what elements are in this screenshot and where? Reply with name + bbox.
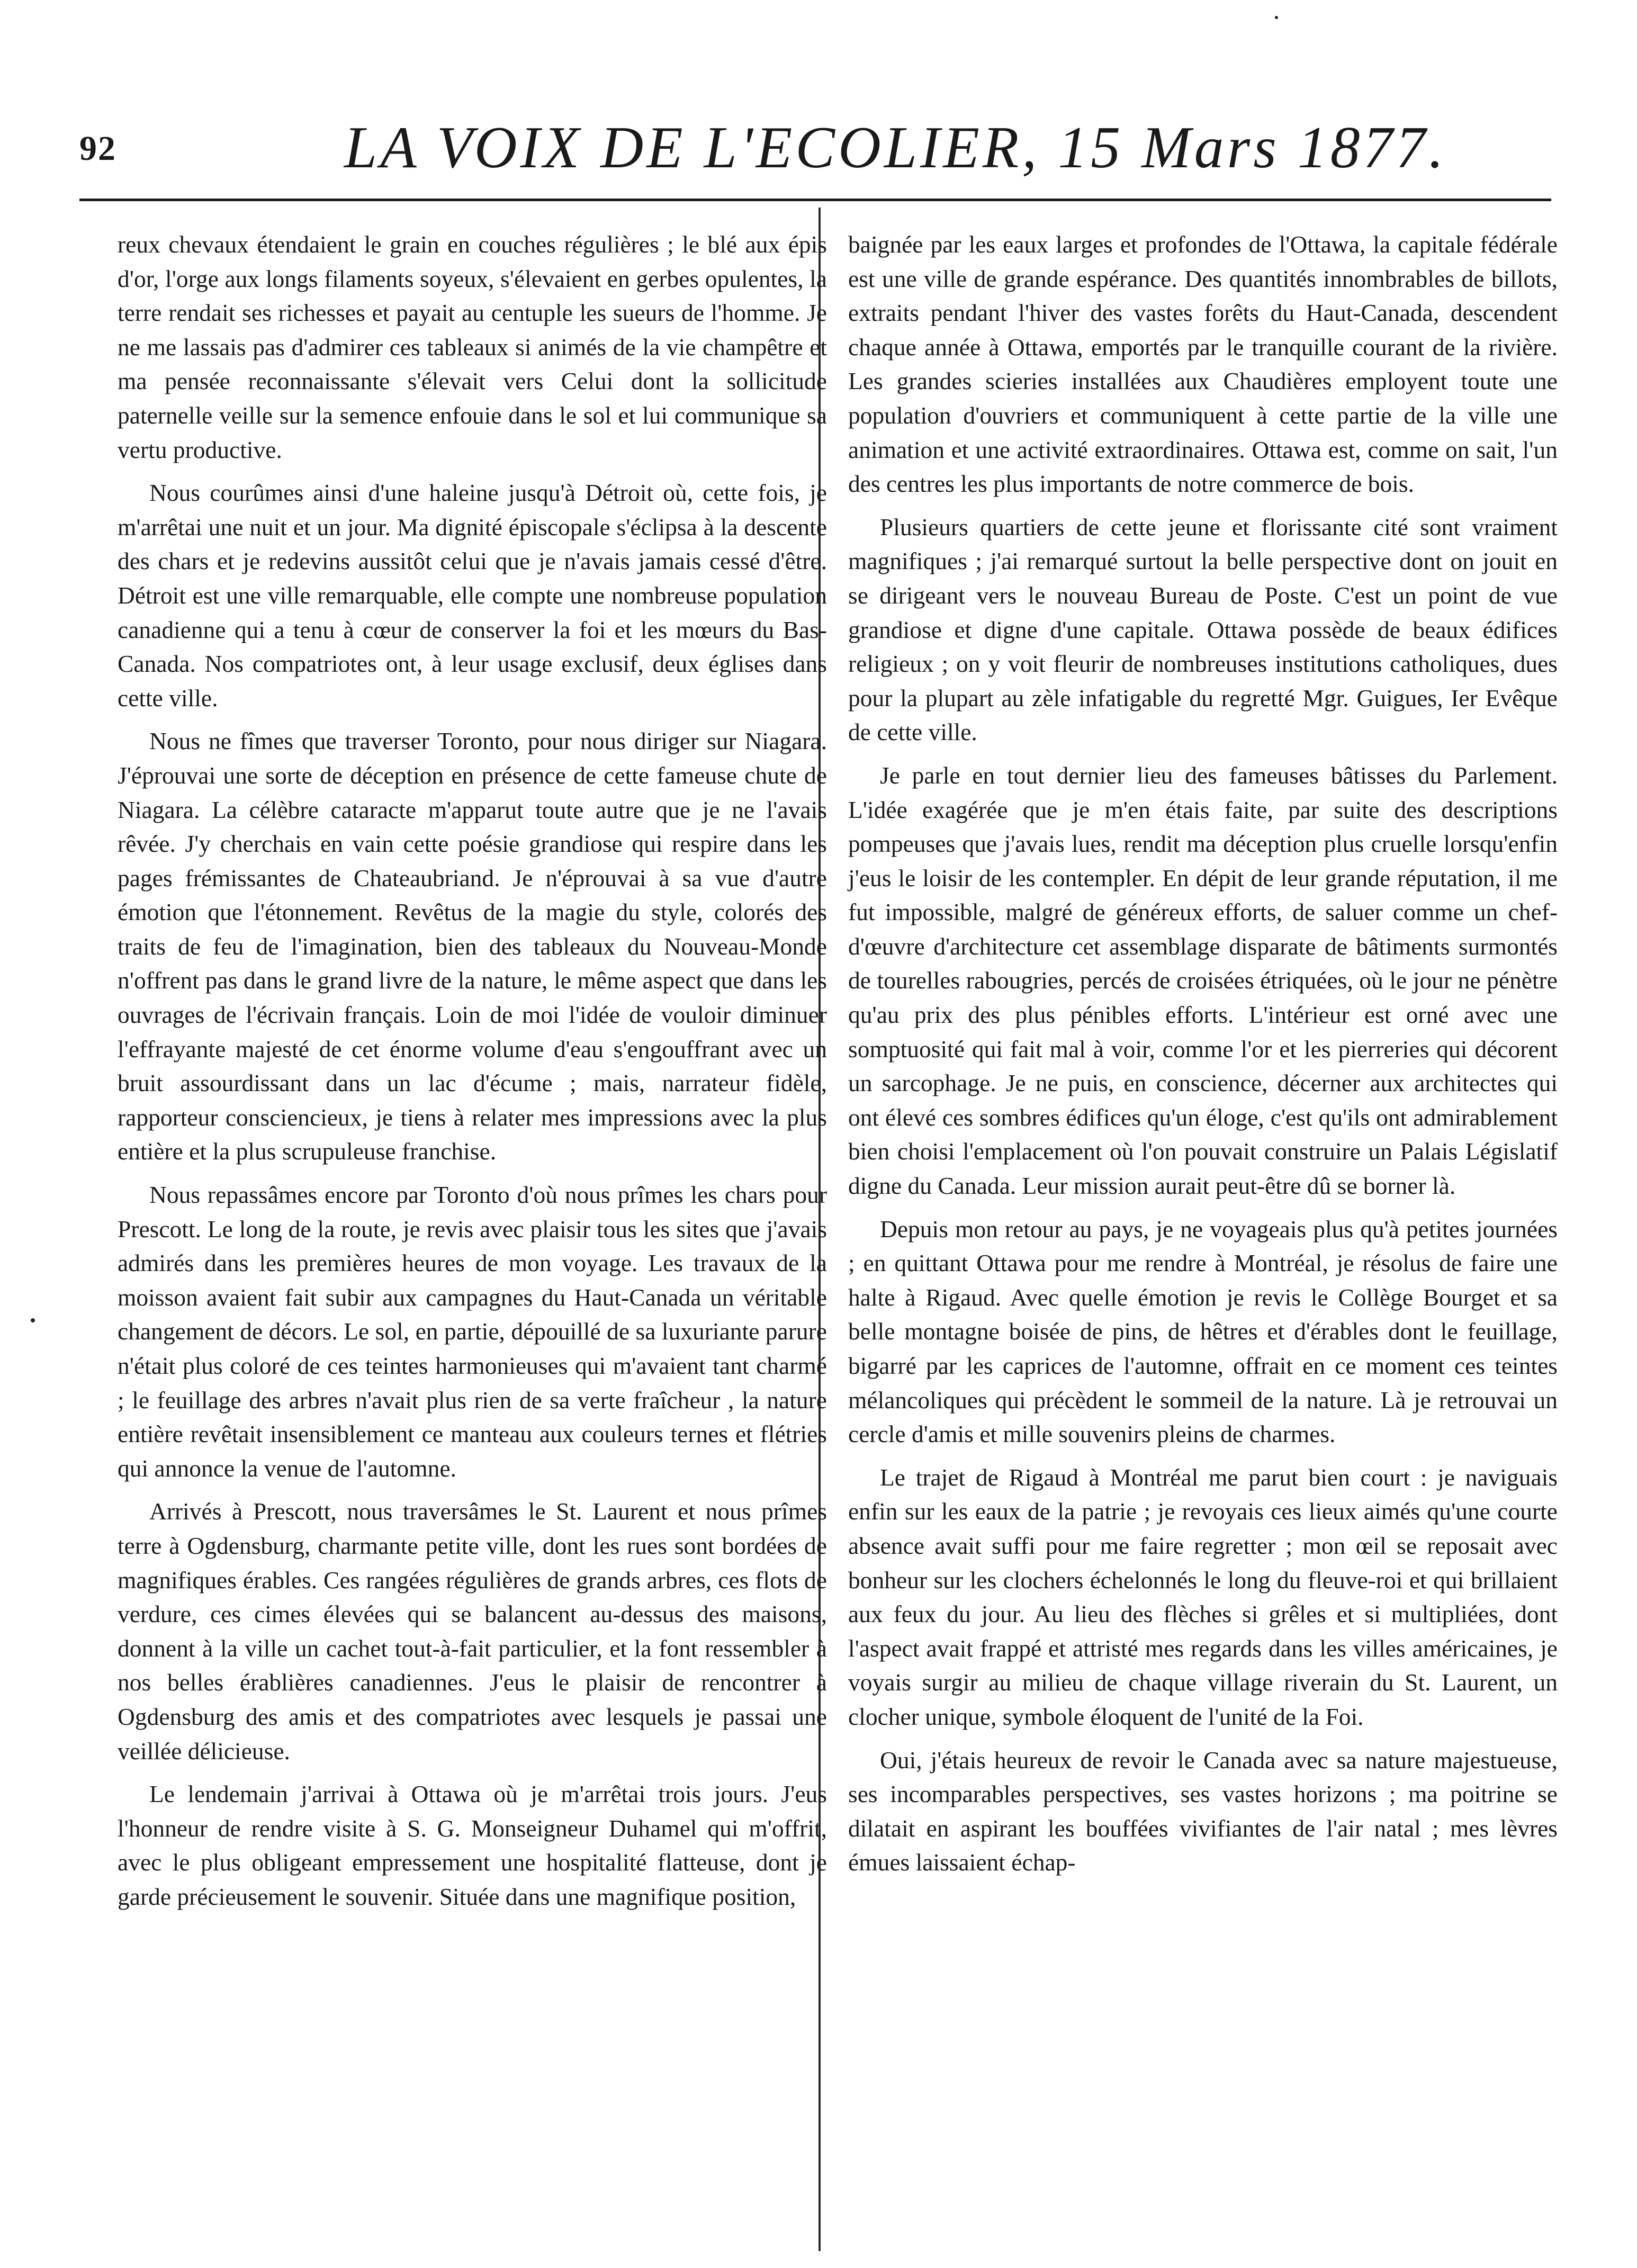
paragraph: Nous courûmes ainsi d'une haleine jusqu'à Détroit où, cette fois, je m'arrêtai une nuit et un jour. Ma dignité épiscopale s'éclipsa à la descente des chars et je redevins aussitôt celui que je n'avais jamais cessé d'être. Détroit est une ville remarquable, elle compte une nombreuse population canadienne qui a tenu à cœur de conserver la foi et les mœurs du Bas-Canada. Nos compatriotes ont, à leur usage exclusif, deux églises dans cette ville. <box>118 479 827 712</box>
running-title: LA VOIX DE L'ECOLIER, 15 Mars 1877. <box>344 115 1447 181</box>
right-column <box>848 228 1558 1889</box>
print-speck <box>1275 16 1278 19</box>
paragraph: reux chevaux étendaient le grain en couches régulières ; le blé aux épis d'or, l'orge aux longs filaments soyeux, s'élevaient en gerbes opulentes, la terre rendait ses richesses et payait au centuple les sueurs de l'homme. Je ne me lassais pas d'admirer ces tableaux si animés de la vie champêtre et ma pensée reconnaissante s'élevait vers Celui dont la sollicitude paternelle veille sur la semence enfouie dans le sol et lui communique sa vertu productive. <box>118 231 827 463</box>
paragraph: Nous repassâmes encore par Toronto d'où nous prîmes les chars pour Prescott. Le long de la route, je revis avec plaisir tous les sites que j'avais admirés dans les premières heures de mon voyage. Les travaux de la moisson avaient fait subir aux campagnes du Haut-Canada un véritable changement de décors. Le sol, en partie, dépouillé de sa luxuriante parure n'était plus coloré de ces teintes harmonieuses qui m'avaient tant charmé ; le feuillage des arbres n'avait plus rien de sa verte fraîcheur , la nature entière revêtait insensiblement ce manteau aux couleurs ternes et flétries qui annonce la venue de l'automne. <box>118 1181 827 1482</box>
left-column <box>118 228 827 1923</box>
paragraph: Le trajet de Rigaud à Montréal me parut bien court : je naviguais enfin sur les eaux de la patrie ; je revoyais ces lieux aimés qu'une courte absence avait suffi pour me faire regretter ; mon œil se reposait avec bonheur sur les clochers échelonnés le long du fleuve-roi et qui brillaient aux feux du jour. Au lieu des flèches si grêles et si multipliées, dont l'aspect avait frappé et attristé mes regards dans les villes américaines, je voyais surgir au milieu de chaque village riverain du St. Laurent, un clocher unique, symbole éloquent de l'unité de la Foi. <box>848 1463 1558 1730</box>
paragraph: Depuis mon retour au pays, je ne voyageais plus qu'à petites journées ; en quittant Ottawa pour me rendre à Montréal, je résolus de faire une halte à Rigaud. Avec quelle émotion je revis le Collège Bourget et sa belle montagne boisée de pins, de hêtres et d'érables dont le feuillage, bigarré par les caprices de l'automne, offrait en ce moment ces teintes mélancoliques qui précèdent le sommeil de la nature. Là je retrouvai un cercle d'amis et mille souvenirs pleins de charmes. <box>848 1215 1558 1448</box>
paragraph: Plusieurs quartiers de cette jeune et florissante cité sont vraiment magnifiques ; j'ai remarqué surtout la belle perspective dont on jouit en se dirigeant vers le nouveau Bureau de Poste. C'est un point de vue grandiose et digne d'une capitale. Ottawa possède de beaux édifices religieux ; on y voit fleurir de nombreuses institutions catholiques, dues pour la plupart au zèle infatigable du regretté Mgr. Guigues, Ier Evêque de cette ville. <box>848 513 1558 746</box>
paragraph: Oui, j'étais heureux de revoir le Canada avec sa nature majestueuse, ses incomparables perspectives, ses vastes horizons ; ma poitrine se dilatait en aspirant les bouffées vivifiantes de l'air natal ; mes lèvres émues laissaient échap- <box>848 1746 1558 1876</box>
print-speck <box>31 1318 35 1322</box>
paragraph: Arrivés à Prescott, nous traversâmes le St. Laurent et nous prîmes terre à Ogdensburg, charmante petite ville, dont les rues sont bordées de magnifiques érables. Ces rangées régulières de grands arbres, ces flots de verdure, ces cimes élevées qui se balancent au-dessus des maisons, donnent à la ville un cachet tout-à-fait particulier, et la font ressembler à nos belles érablières canadiennes. J'eus le plaisir de rencontrer à Ogdensburg des amis et des compatriotes avec lesquels je passai une veillée délicieuse. <box>118 1498 827 1765</box>
page-header <box>79 114 1551 193</box>
paragraph: Nous ne fîmes que traverser Toronto, pour nous diriger sur Niagara. J'éprouvai une sorte de déception en présence de cette fameuse chute de Niagara. La célèbre cataracte m'apparut toute autre que je ne l'avais rêvée. J'y cherchais en vain cette poésie grandiose qui respire dans les pages frémissantes de Chateaubriand. Je n'éprouvai à sa vue d'autre émotion que l'étonnement. Revêtus de la magie du style, colorés des traits de feu de l'imagination, bien des tableaux du Nouveau-Monde n'offrent pas dans le grand livre de la nature, le même aspect que dans les ouvrages de l'écrivain français. Loin de moi l'idée de vouloir diminuer l'effrayante majesté de cet énorme volume d'eau s'engouffrant avec un bruit assourdissant dans un lac d'écume ; mais, narrateur fidèle, rapporteur consciencieux, je tiens à relater mes impressions avec la plus entière et la plus scrupuleuse franchise. <box>118 727 827 1165</box>
header-rule <box>79 199 1551 201</box>
paragraph: Je parle en tout dernier lieu des fameuses bâtisses du Parlement. L'idée exagérée que je m'en étais faite, par suite des descriptions pompeuses que j'avais lues, rendit ma déception plus cruelle lorsqu'enfin j'eus le loisir de les contempler. En dépit de leur grande réputation, il me fut impossible, malgré de généreux efforts, de saluer comme un chef-d'œuvre d'architecture cet assemblage disparate de bâtiments surmontés de tourelles rabougries, percés de croisées étriquées, où le jour ne pénètre qu'au prix des plus pénibles efforts. L'intérieur est orné avec une somptuosité qui fait mal à voir, comme l'or et les pierreries qui décorent un sarcophage. Je ne puis, en conscience, décerner aux architectes qui ont élevé ces sombres édifices qu'un éloge, c'est qu'ils ont admirablement bien choisi l'emplacement où l'on pouvait construire un Palais Législatif digne du Canada. Leur mission aurait peut-être dû se borner là. <box>848 761 1558 1200</box>
page-number: 92 <box>79 129 116 168</box>
paragraph: Le lendemain j'arrivai à Ottawa où je m'arrêtai trois jours. J'eus l'honneur de rendre visite à S. G. Monseigneur Duhamel qui m'offrit, avec le plus obligeant empressement une hospitalité flatteuse, dont je garde précieusement le souvenir. Située dans une magnifique position, <box>118 1780 827 1910</box>
paragraph: baignée par les eaux larges et profondes de l'Ottawa, la capitale fédérale est une ville de grande espérance. Des quantités innombrables de billots, extraits pendant l'hiver des vastes forêts du Haut-Canada, descendent chaque année à Ottawa, emportés par le tranquille courant de la rivière. Les grandes scieries installées aux Chaudières employent toute une population d'ouvriers et communiquent à cette partie de la ville une animation et une activité extraordinaires. Ottawa est, comme on sait, l'un des centres les plus importants de notre commerce de bois. <box>848 231 1558 498</box>
